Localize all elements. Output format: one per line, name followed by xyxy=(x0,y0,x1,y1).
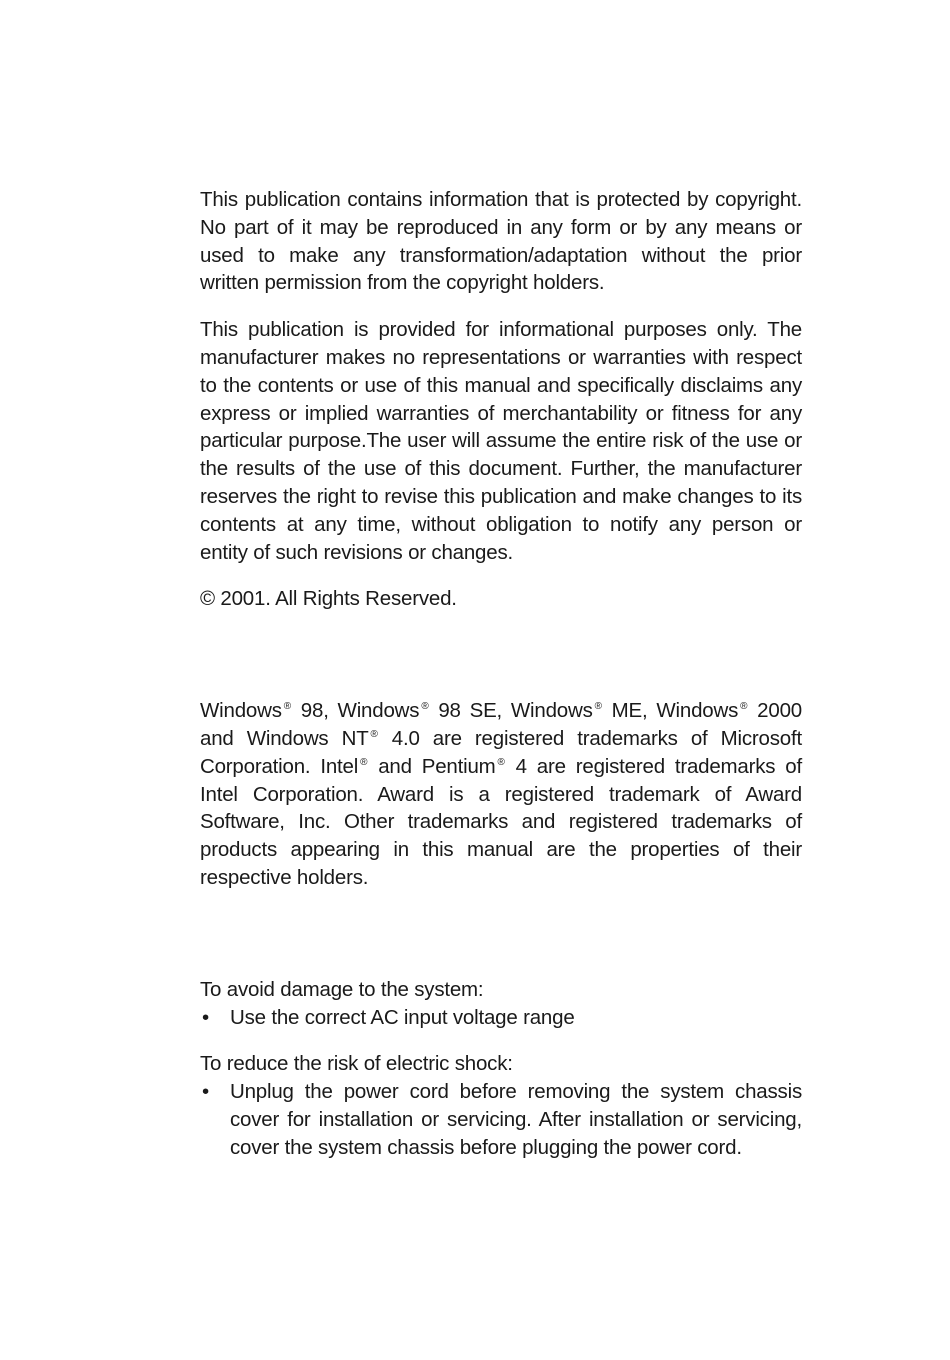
tm-windows-98: Windows ® xyxy=(200,699,291,723)
bullet-icon: • xyxy=(202,1080,209,1104)
damage-list xyxy=(200,1004,802,1032)
tm-windows-me: Windows ® xyxy=(510,699,602,723)
tm-intel: Intel ® xyxy=(320,754,368,778)
tm-windows-2000: Windows ® xyxy=(656,699,748,723)
shock-list xyxy=(200,1078,802,1161)
safety-section xyxy=(200,976,802,1162)
registered-mark: ® xyxy=(740,701,748,713)
bullet-icon: • xyxy=(202,1005,209,1029)
copyright-notice: © 2001. All Rights Reserved. xyxy=(200,587,457,611)
document-page xyxy=(200,186,802,1162)
shock-lead-text: To reduce the risk of electric shock: xyxy=(200,1052,513,1076)
tm-windows-98se: Windows ® xyxy=(337,699,429,723)
registered-mark: ® xyxy=(421,701,429,713)
tm-windows-nt: Windows NT ® xyxy=(246,726,378,750)
list-item-text: Use the correct AC input voltage range xyxy=(230,1005,575,1029)
list-item-text: Unplug the power cord before removing the system chassis cover for installation or servicing. After installation or servicing, cover the system chassis before plugging the power cord. xyxy=(230,1080,802,1159)
registered-mark: ® xyxy=(594,701,602,713)
registered-mark: ® xyxy=(497,756,505,768)
disclaimer-paragraph: This publication is provided for informational purposes only. The manufacturer makes no representations or warranties with respect to the contents or use of this manual and specifically disclaims any express or implied warranties of merchantability or fitness for any particular purpose.The user will assume the entire risk of the use or the results of the use of this document. Further, the manufacturer reserves the right to revise this publication and make changes to its contents at any time, without obligation to notify any person or entity of such revisions or changes. xyxy=(200,318,802,564)
damage-lead-text: To avoid damage to the system: xyxy=(200,977,484,1001)
copyright-paragraph: This publication contains information that is protected by copyright. No part of it may be reproduced in any form or by any means or used to make any transformation/adaptation without the prior written permission from the copyright holders. xyxy=(200,188,802,295)
registered-mark: ® xyxy=(360,756,368,768)
copyright-section xyxy=(200,186,802,613)
list-item xyxy=(200,1078,802,1161)
tm-pentium: Pentium ® xyxy=(421,754,505,778)
trademarks-section xyxy=(200,697,802,892)
registered-mark: ® xyxy=(283,701,291,713)
trademarks-paragraph: Windows ® 98, Windows ® 98 SE, Windows ® ME, Windows ® 2000 and Windows NT ® 4.0 are registered trademarks of Microsoft Corporation. Intel ® and Pentium ® 4 are registered trademarks of Intel Corporation. Award is a registered trademark of Award Software, Inc. Other trademarks and registered trademarks of products appearing in this manual are the properties of their respective holders. xyxy=(200,699,802,889)
list-item xyxy=(200,1004,802,1032)
registered-mark: ® xyxy=(370,728,378,740)
